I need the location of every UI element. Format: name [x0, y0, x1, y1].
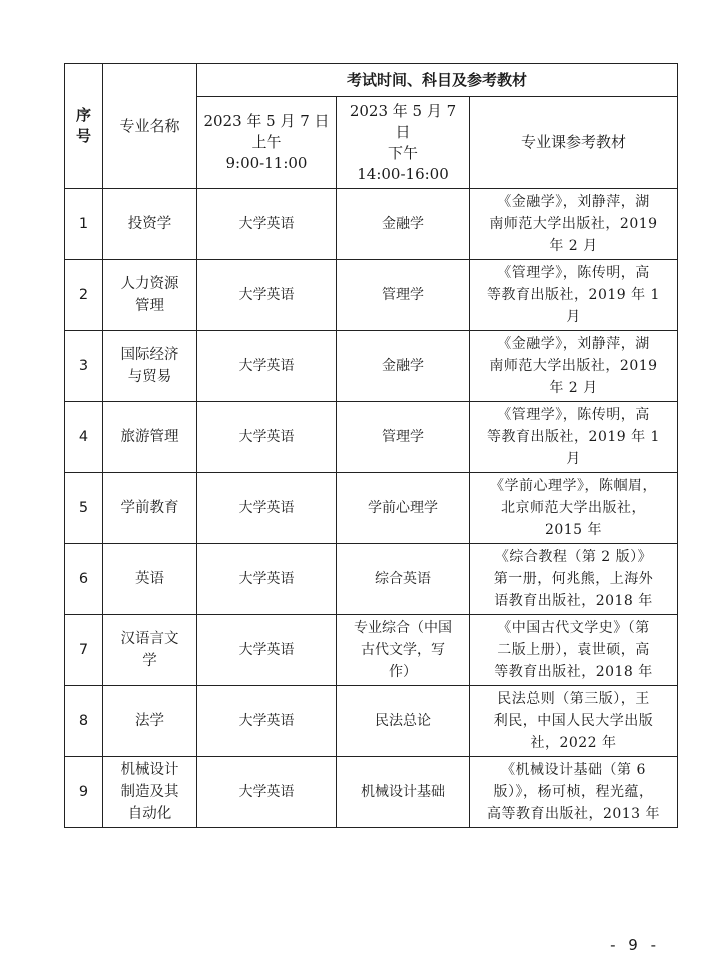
- afternoon-date: 2023 年 5 月 7: [349, 101, 457, 120]
- row-textbook-line: 语教育出版社，2018 年: [494, 593, 653, 609]
- row-subject-line: 专业综合（中国: [354, 620, 452, 636]
- row-major-line: 机械设计: [120, 762, 179, 778]
- row-major-line: 管理: [135, 298, 164, 314]
- row-major-line: 投资学: [127, 216, 172, 232]
- row-major: [103, 544, 197, 615]
- row-textbook-line: 等教育出版社，2019 年 1: [487, 287, 660, 303]
- row-english-subject: 大学英语: [197, 260, 337, 331]
- row-subject-line: 金融学: [382, 216, 424, 232]
- row-subject-line: 民法总论: [375, 713, 431, 729]
- major-header: 专业名称: [103, 64, 197, 189]
- row-major-subject: [337, 189, 470, 260]
- row-textbook-line: 二版上册），袁世硕，高: [497, 642, 650, 658]
- row-english-subject: 大学英语: [197, 189, 337, 260]
- row-textbook: [470, 757, 678, 828]
- morning-time: 9:00-11:00: [225, 154, 308, 172]
- row-subject-line: 学前心理学: [368, 500, 438, 516]
- exam-schedule-table: [64, 63, 678, 828]
- table-row: [65, 544, 678, 615]
- morning-date: 2023 年 5 月 7 日: [203, 112, 330, 130]
- table-row: [65, 402, 678, 473]
- row-textbook-line: 南师范大学出版社，2019: [489, 216, 658, 232]
- row-textbook: [470, 544, 678, 615]
- row-major: [103, 260, 197, 331]
- row-english-subject: 大学英语: [197, 757, 337, 828]
- row-textbook-line: 等教育出版社，2019 年 1: [487, 429, 660, 445]
- row-textbook-line: 《管理学》，陈传明，高: [497, 265, 650, 281]
- row-major-subject: [337, 473, 470, 544]
- row-textbook: [470, 615, 678, 686]
- row-textbook-line: 北京师范大学出版社，: [501, 500, 646, 516]
- row-seq: 3: [65, 331, 103, 402]
- row-major: [103, 331, 197, 402]
- row-textbook: [470, 686, 678, 757]
- table-row: [65, 189, 678, 260]
- row-textbook: [470, 331, 678, 402]
- row-english-subject: 大学英语: [197, 615, 337, 686]
- row-major: [103, 757, 197, 828]
- row-subject-line: 机械设计基础: [361, 784, 445, 800]
- header-row-group: [65, 64, 678, 97]
- row-major-line: 人力资源: [120, 276, 179, 292]
- row-textbook-line: 月: [566, 309, 581, 325]
- row-subject-line: 综合英语: [375, 571, 431, 587]
- row-major-line: 学: [142, 653, 157, 669]
- row-subject-line: 金融学: [382, 358, 424, 374]
- row-textbook-line: 《管理学》，陈传明，高: [497, 407, 650, 423]
- row-seq: 8: [65, 686, 103, 757]
- row-major-subject: [337, 260, 470, 331]
- table-row: [65, 615, 678, 686]
- row-major-subject: [337, 402, 470, 473]
- row-seq: 2: [65, 260, 103, 331]
- row-textbook-line: 版）》，杨可桢，程光蕴，: [493, 784, 654, 800]
- morning-label: 上午: [251, 133, 282, 151]
- table-row: [65, 686, 678, 757]
- row-textbook-line: 等教育出版社，2018 年: [494, 664, 653, 680]
- table-row: [65, 757, 678, 828]
- row-major: [103, 615, 197, 686]
- seq-header-line: 号: [75, 127, 91, 145]
- row-textbook: [470, 260, 678, 331]
- row-seq: 5: [65, 473, 103, 544]
- row-textbook-line: 民法总则（第三版），王: [497, 691, 650, 707]
- row-major-line: 国际经济: [120, 347, 179, 363]
- row-textbook: [470, 189, 678, 260]
- row-textbook-line: 南师范大学出版社，2019: [489, 358, 658, 374]
- row-major: [103, 402, 197, 473]
- afternoon-date-day: 日: [395, 122, 411, 141]
- row-textbook-line: 《金融学》，刘静萍，湖: [497, 194, 650, 210]
- row-major-line: 法学: [135, 713, 164, 729]
- row-major-subject: [337, 686, 470, 757]
- row-textbook: [470, 402, 678, 473]
- row-english-subject: 大学英语: [197, 544, 337, 615]
- row-major-line: 与贸易: [127, 369, 172, 385]
- row-major-line: 汉语言文: [120, 631, 179, 647]
- row-subject-line: 管理学: [382, 287, 424, 303]
- morning-session-header: [197, 97, 337, 189]
- row-major-line: 英语: [135, 571, 164, 587]
- seq-header-line: 序: [75, 106, 91, 124]
- table-row: [65, 473, 678, 544]
- row-major-line: 旅游管理: [120, 429, 179, 445]
- row-seq: 1: [65, 189, 103, 260]
- row-major-subject: [337, 615, 470, 686]
- row-english-subject: 大学英语: [197, 686, 337, 757]
- row-textbook-line: 《中国古代文学史》（第: [497, 620, 650, 636]
- row-major-subject: [337, 544, 470, 615]
- row-textbook-line: 社，2022 年: [530, 735, 617, 751]
- row-major-line: 制造及其: [120, 784, 179, 800]
- exam-group-header: 考试时间、科目及参考教材: [197, 64, 678, 97]
- row-textbook-line: 2015 年: [544, 522, 603, 538]
- row-major: [103, 686, 197, 757]
- page-number: - 9 -: [610, 936, 660, 954]
- seq-header: [65, 64, 103, 189]
- row-major: [103, 189, 197, 260]
- row-subject-line: 作）: [389, 664, 417, 680]
- row-textbook-line: 《学前心理学》，陈帼眉，: [490, 478, 657, 494]
- table-row: [65, 260, 678, 331]
- row-textbook-line: 《机械设计基础（第 6: [501, 762, 646, 778]
- row-textbook-line: 利民，中国人民大学出版: [493, 713, 654, 729]
- row-major-subject: [337, 757, 470, 828]
- table-row: [65, 331, 678, 402]
- row-textbook-line: 高等教育出版社，2013 年: [486, 806, 661, 822]
- row-seq: 4: [65, 402, 103, 473]
- row-major-subject: [337, 331, 470, 402]
- row-seq: 6: [65, 544, 103, 615]
- row-english-subject: 大学英语: [197, 331, 337, 402]
- row-subject-line: 古代文学，写: [361, 642, 445, 658]
- afternoon-session-header: [337, 97, 470, 189]
- row-seq: 9: [65, 757, 103, 828]
- row-textbook-line: 月: [566, 451, 581, 467]
- afternoon-time: 14:00-16:00: [357, 164, 449, 183]
- row-english-subject: 大学英语: [197, 473, 337, 544]
- row-textbook-line: 第一册，何兆熊，上海外: [493, 571, 654, 587]
- row-textbook-line: 《金融学》，刘静萍，湖: [497, 336, 650, 352]
- afternoon-label: 下午: [387, 143, 418, 162]
- row-seq: 7: [65, 615, 103, 686]
- row-english-subject: 大学英语: [197, 402, 337, 473]
- row-textbook-line: 《综合教程（第 2 版）》: [494, 549, 653, 565]
- textbook-header: 专业课参考教材: [470, 97, 678, 189]
- row-major-line: 自动化: [127, 806, 172, 822]
- row-subject-line: 管理学: [382, 429, 424, 445]
- row-textbook-line: 年 2 月: [549, 238, 598, 254]
- row-major: [103, 473, 197, 544]
- row-textbook-line: 年 2 月: [549, 380, 598, 396]
- row-textbook: [470, 473, 678, 544]
- row-major-line: 学前教育: [120, 500, 179, 516]
